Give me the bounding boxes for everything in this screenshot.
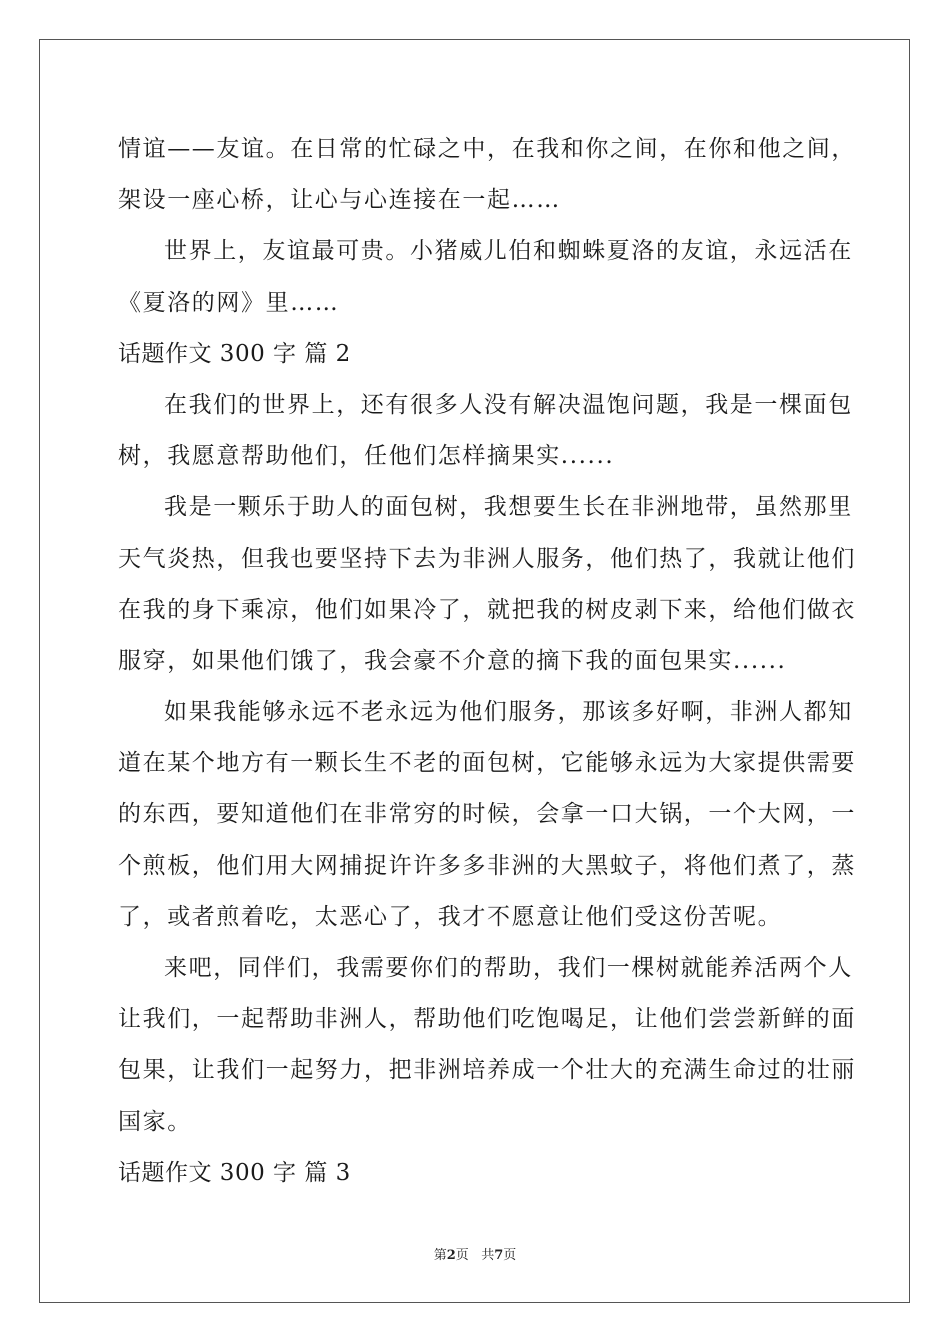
- paragraph: [118, 943, 856, 1148]
- text-line: 树，我愿意帮助他们，任他们怎样摘果实......: [118, 443, 615, 470]
- footer-page-suffix: 页: [455, 1248, 469, 1263]
- footer-total-prefix: 共: [481, 1248, 495, 1263]
- text-line: 道在某个地方有一颗长生不老的面包树，它能够永远为大家提供需要: [118, 750, 856, 777]
- paragraph: [118, 124, 856, 226]
- footer-page-prefix: 第: [433, 1248, 447, 1263]
- text-line: 架设一座心桥，让心与心连接在一起……: [118, 187, 561, 214]
- text-line: 服穿，如果他们饿了，我会豪不介意的摘下我的面包果实......: [118, 647, 787, 674]
- text-line: 世界上，友谊最可贵。小猪威儿伯和蜘蛛夏洛的友谊，永远活在: [164, 238, 853, 265]
- footer-page-current: 2: [446, 1248, 456, 1263]
- section-heading: [118, 329, 834, 380]
- text-line: 在我们的世界上，还有很多人没有解决温饱问题，我是一棵面包: [164, 391, 853, 418]
- footer-page-total: 7: [494, 1248, 504, 1263]
- paragraph: [118, 687, 856, 943]
- text-line: 如果我能够永远不老永远为他们服务，那该多好啊，非洲人都知: [164, 699, 853, 726]
- text-line: 在我的身下乘凉，他们如果冷了，就把我的树皮剥下来，给他们做衣: [118, 596, 856, 623]
- text-line: 我是一颗乐于助人的面包树，我想要生长在非洲地带，虽然那里: [164, 494, 853, 521]
- section-heading: [118, 1148, 834, 1199]
- text-line: 国家。: [118, 1108, 192, 1135]
- text-line: 来吧，同伴们，我需要你们的帮助，我们一棵树就能养活两个人: [164, 955, 853, 981]
- text-line: 《夏洛的网》里……: [118, 289, 340, 316]
- page-footer: [0, 1247, 950, 1265]
- text-line: 话题作文 300 字 篇 3: [118, 1159, 351, 1186]
- text-line: 包果，让我们一起努力，把非洲培养成一个壮大的充满生命过的壮丽: [118, 1057, 856, 1084]
- paragraph: [118, 380, 853, 482]
- text-line: 天气炎热，但我也要坚持下去为非洲人服务，他们热了，我就让他们: [118, 545, 856, 572]
- text-line: 的东西，要知道他们在非常穷的时候，会拿一口大锅，一个大网，一: [118, 801, 856, 828]
- text-line: 话题作文 300 字 篇 2: [118, 340, 351, 367]
- paragraph: [118, 482, 856, 687]
- paragraph: [118, 226, 853, 328]
- text-line: 让我们，一起帮助非洲人，帮助他们吃饱喝足，让他们尝尝新鲜的面: [118, 1006, 856, 1033]
- text-line: 情谊——友谊。在日常的忙碌之中，在我和你之间，在你和他之间，: [118, 136, 856, 162]
- document-body: [118, 124, 856, 1199]
- text-line: 了，或者煎着吃，太恶心了，我才不愿意让他们受这份苦呢。: [118, 903, 783, 930]
- text-line: 个煎板，他们用大网捕捉许许多多非洲的大黑蚊子，将他们煮了，蒸: [118, 852, 856, 879]
- footer-total-suffix: 页: [503, 1248, 517, 1263]
